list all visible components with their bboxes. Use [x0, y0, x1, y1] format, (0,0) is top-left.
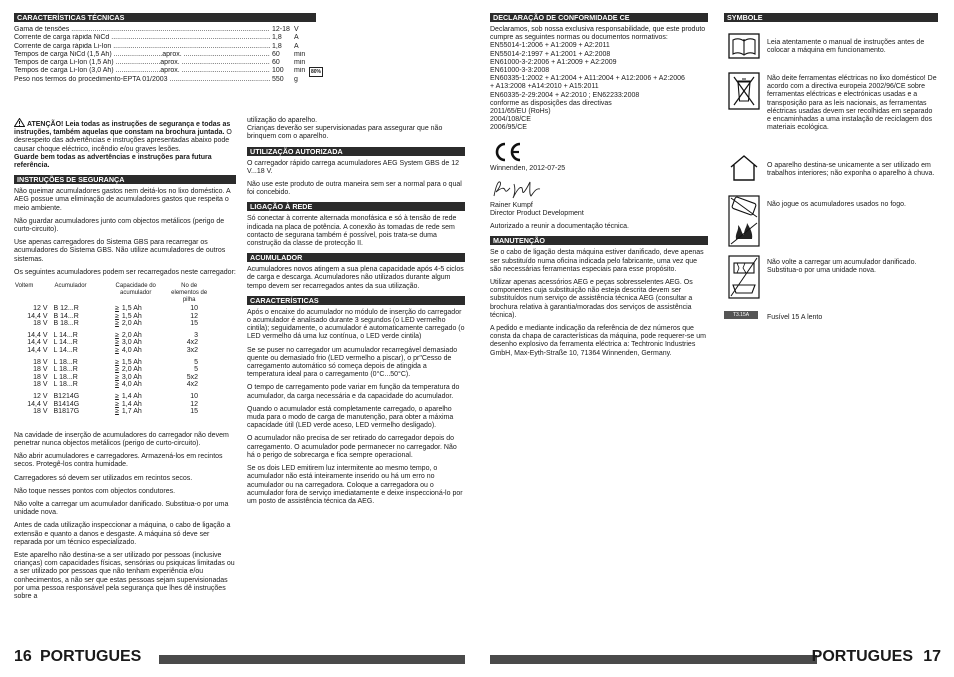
maint-header: MANUTENÇÃO — [490, 236, 708, 245]
spec-key: Tempos de carga NiCd (1,5 Ah) .........................aprox. ..... — [14, 51, 270, 59]
footer-bar-17 — [490, 655, 817, 664]
table-head-voltage: Voltem — [15, 283, 34, 290]
ge-symbol: ≥ — [115, 408, 119, 416]
symbol-text-indoor: O aparelho destina-se unicamente a ser utilizado em trabalhos interiores; não exponha o aparelho à chuva. — [767, 162, 935, 178]
decl-standard-line: EN60335-1:2002 + A1:2004 + A11:2004 + A12:2006 + A2:2006 — [490, 75, 685, 83]
table-cell-voltage: 14,4 V — [27, 339, 48, 347]
decl-standard-line: EN61000-3-3:2008 — [490, 67, 550, 75]
capacity-value: 4,0 Ah — [121, 347, 142, 355]
table-cell-battery: B1214G — [53, 392, 80, 400]
table-row — [14, 408, 212, 416]
table-row — [14, 313, 212, 321]
footer-bar-16 — [159, 655, 465, 664]
ge-symbol: ≥ — [115, 366, 119, 374]
spec-row — [14, 67, 316, 75]
decl-standard-line: EN55014-1:2006 + A1:2009 + A2:2011 — [490, 42, 610, 50]
capacity-value: 1,5 Ah — [121, 305, 142, 313]
table-cell-battery: L 18...R — [53, 381, 78, 389]
spec-unit: A — [294, 34, 299, 42]
spec-key: Tempos de carga Li-Ion (1,5 Ah) .......................aprox. ..... — [14, 59, 270, 67]
table-row — [14, 339, 212, 347]
table-cell-capacity — [105, 347, 166, 355]
lower-para-0: Na cavidade de inserção de acumuladores do carregador não devem penetrar nunca objectos metálicos (perigo de curto-circuito). — [14, 431, 229, 447]
table-cell-cells: 12 — [190, 400, 198, 408]
table-row — [14, 366, 212, 374]
decl-intro: Declaramos, sob nossa exclusiva responsabilidade, que este produto cumpre as seguintes normas ou documentos normativos: — [490, 26, 706, 42]
table-cell-capacity — [105, 401, 166, 409]
car-para-5: Se os dois LED emitirem luz intermitente ao mesmo tempo, o acumulador não está inteiramente inserido ou há um erro no acumulador ou na carregadora. Coloque a carregadora ou o acumulador fora de serviço imediatamente e deixe inspeccioná-lo por um posto de assistência técnica da AEG. — [247, 465, 463, 505]
spec-value: 1,8 — [272, 34, 282, 42]
spec-unit: min — [294, 50, 306, 58]
table-cell-cells: 4x2 — [186, 339, 198, 347]
table-cell-capacity — [105, 381, 166, 389]
spec-unit: g — [294, 75, 298, 83]
car-para-3: Quando o acumulador está completamente carregado, o aparelho muda para o modo de carga de manutenção, para obter a máxima capacidade útil (LED verde aceso, LED vermelho desligado). — [247, 405, 454, 430]
fuse-label: T3.15A — [732, 312, 750, 318]
authorization-text: Autorizado a reunir a documentação técnica. — [490, 223, 629, 231]
spec-value: 60 — [272, 50, 280, 58]
weee-bin-icon — [724, 72, 764, 110]
signer-name: Rainer Kumpf — [490, 201, 533, 209]
battery-table — [14, 282, 212, 416]
decl-standards — [490, 42, 708, 132]
table-cell-cells: 10 — [190, 392, 198, 400]
table-cell-battery: B1414G — [53, 400, 80, 408]
table-cell-voltage: 14,4 V — [27, 347, 48, 355]
table-cell-voltage: 14,4 V — [27, 312, 48, 320]
ge-symbol: ≥ — [115, 347, 119, 355]
spec-row — [14, 76, 316, 84]
no-fire-battery-icon — [724, 195, 764, 247]
table-cell-capacity — [105, 332, 166, 340]
spec-unit: A — [294, 42, 299, 50]
page-number-16: 16 — [14, 648, 32, 665]
p17-column-1 — [490, 13, 708, 363]
table-cell-voltage: 18 V — [33, 408, 48, 416]
capacity-value: 1,7 Ah — [121, 408, 142, 416]
table-cell-battery: B 14...R — [53, 312, 79, 320]
safety-para-2: Use apenas carregadores do Sistema GBS para recarregar os acumuladores do Sistema GBS. Não utilize acumuladores de outros sistemas. — [14, 239, 226, 263]
table-head-capacity: Capacidade do acumulador — [115, 283, 156, 297]
capacity-value: 1,5 Ah — [121, 312, 142, 320]
table-cell-voltage: 14,4 V — [27, 331, 48, 339]
lower-para-4: Não volte a carregar um acumulador danificado. Substitua-o por uma unidade nova. — [14, 500, 229, 517]
p16-column-1 — [14, 13, 316, 84]
table-cell-battery: B 18...R — [53, 320, 79, 328]
use-para-0: O carregador rápido carrega acumuladores AEG System GBS de 12 V...18 V. — [247, 159, 460, 175]
table-cell-voltage: 12 V — [33, 392, 48, 400]
use-header: UTILIZAÇÃO AUTORIZADA — [247, 147, 465, 156]
spec-key: Peso nos termos do procedimento-EPTA 01/2003 ..... — [14, 76, 270, 84]
safety-header: INSTRUÇÕES DE SEGURANÇA — [14, 175, 236, 184]
warning-paragraph — [14, 118, 236, 154]
signer-block — [490, 202, 708, 218]
decl-standard-line: EN55014-2:1997 + A1:2001 + A2:2008 — [490, 50, 611, 58]
capacity-value: 3,0 Ah — [121, 373, 142, 381]
spec-row — [14, 26, 316, 34]
decl-standard-line: conforme as disposições das directivas — [490, 99, 612, 107]
car-header: CARACTERÍSTICAS — [247, 296, 465, 305]
spec-row — [14, 51, 316, 59]
table-cell-cells: 15 — [190, 320, 198, 328]
table-cell-cells: 10 — [190, 305, 198, 313]
table-cell-battery: L 14...R — [53, 347, 78, 355]
spec-list — [14, 26, 316, 84]
car-para-2: O tempo de carregamento pode variar em função da temperatura do acumulador, da carga necessária e da capacidade do acumulador. — [247, 384, 460, 400]
lower-para-1: Não abrir acumuladores e carregadores. Armazená-los em recintos secos. Protegê-los contra humidade. — [14, 453, 223, 469]
table-cell-voltage: 12 V — [33, 305, 48, 313]
sym-header: SYMBOLE — [724, 13, 938, 22]
ge-symbol: ≥ — [115, 358, 119, 366]
table-cell-battery: L 18...R — [53, 358, 78, 366]
table-row — [14, 305, 212, 313]
table-cell-cells: 12 — [190, 312, 198, 320]
page-language-16: PORTUGUES — [40, 648, 142, 665]
page-language-17: PORTUGUES — [811, 648, 913, 665]
safety-para-0: Não queimar acumuladores gastos nem deitá-los no lixo doméstico. A AEG possue uma eliminação de acumuladores gastos que respeita o meio ambiente. — [14, 188, 231, 212]
symbol-text-no-fire: Não jogue os acumuladores usados no fogo. — [767, 201, 906, 208]
spec-value: 100 — [272, 67, 284, 75]
spec-value: 12-18 — [272, 26, 290, 33]
warning-normal: O desrespeito das advertências e instruções apresentadas abaixo pode causar choque eléctrico, incêndio e/ou graves lesões. — [14, 129, 232, 153]
table-row — [14, 381, 212, 389]
spec-key: Tempos de carga Li-Ion (3,0 Ah) .......................aprox. ..... — [14, 67, 270, 75]
signer-title: Director Product Development — [490, 210, 584, 218]
car-para-4: O acumulador não precisa de ser retirado do carregador depois do carregamento. O acumulador pode permanecer no carregador. Não há o perigo de sobrecarga e fica sempre operacional. — [247, 435, 457, 459]
ge-symbol: ≥ — [115, 312, 119, 320]
spec-key: Corrente de carga rápida NiCd ..... — [14, 34, 270, 42]
table-cell-battery: B1817G — [53, 408, 80, 416]
capacity-value: 1,4 Ah — [121, 392, 142, 400]
decl-standard-line: EN60335-2-29:2004 + A2:2010 ; EN62233:2008 — [490, 91, 640, 99]
table-cell-cells: 3x2 — [186, 347, 198, 355]
lower-para-3: Não toque nesses pontos com objectos condutores. — [14, 487, 176, 495]
car-para-1: Se se puser no carregador um acumulador recarregável demasiado quente ou demasiado frio (LED vermelho a piscar), o pr"Cesso de carregamento automático só começa depois de atingida a temperatura ideal para o carregamento (0°C...50°C). — [247, 346, 458, 379]
decl-standard-line: 2006/95/CE — [490, 124, 527, 132]
table-cell-voltage: 14,4 V — [27, 400, 48, 408]
spec-value: 1,8 — [272, 42, 282, 50]
table-cell-capacity — [105, 408, 166, 416]
table-cell-capacity — [105, 313, 166, 321]
safety-para-1: Não guardar acumuladores junto com objectos metálicos (perigo de curto-circuito). — [14, 217, 225, 234]
use-para-1: Não use este produto de outra maneira sem ser a normal para o qual foi concebido. — [247, 181, 462, 197]
maint-para-0: Se o cabo de ligação desta máquina estiver danificado, deve apenas ser substituído numa oficina indicada pelo fabricante, uma vez que são necessárias ferramentas especiais para esse propósito. — [490, 249, 704, 273]
safety-para-3: Os seguintes acumuladores podem ser recarregados neste carregador: — [14, 268, 236, 276]
capacity-value: 2,0 Ah — [121, 331, 142, 339]
table-head-cells: No de elementos de pilha — [171, 283, 208, 304]
no-charge-damaged-icon — [724, 255, 764, 299]
table-cell-capacity — [105, 305, 166, 313]
warning-keep: Guarde bem todas as advertências e instruções para futura referência. — [14, 153, 212, 170]
spec-unit: min — [294, 59, 306, 67]
table-cell-battery: L 18...R — [53, 366, 78, 374]
page-number-17: 17 — [923, 648, 941, 665]
car-para-0: Após o encaixe do acumulador no módulo de inserção do carregador o acumulador é analisado durante 3 segundos (o LED vermelho cintila); seguidamente, o acumulador é automaticamente carregado (o LED vermelho dá uma luz contínua, o LED verde cintila) — [247, 308, 465, 341]
table-cell-capacity — [105, 393, 166, 401]
ge-symbol: ≥ — [115, 331, 119, 339]
maint-para-2: A pedido e mediante indicação da referência de dez números que consta da chapa de características da máquina, pode requerer-se um desenho explosivo da ferramenta eléctrica a: Techtronic Industries GmbH, Max-Eyth-Straße 10, 71364 Winnenden, Germany. — [490, 325, 706, 357]
ge-symbol: ≥ — [115, 305, 119, 313]
symbol-text-fuse: Fusível 15 A lento — [767, 314, 823, 321]
signature-image — [492, 178, 552, 200]
warning-triangle-icon — [14, 118, 25, 127]
ge-symbol: ≥ — [115, 381, 119, 389]
decl-standard-line: EN61000-3-2:2006 + A1:2009 + A2:2009 — [490, 58, 617, 66]
table-cell-capacity — [105, 359, 166, 367]
spec-header: CARACTERÍSTICAS TÉCNICAS — [14, 13, 316, 22]
spec-value: 550 — [272, 75, 284, 83]
capacity-value: 1,5 Ah — [121, 358, 142, 366]
table-cell-capacity — [105, 366, 166, 374]
footer-page-17 — [490, 650, 941, 664]
spec-key: Corrente de carga rápida Li-Ion ..... — [14, 43, 270, 51]
lower-para-6: Este aparelho não destina-se a ser utilizado por pessoas (inclusive crianças) com capacidades físicas, sensórias ou psiquicas limitadas ou a ser utilizado por pessoas que não tenham experiência e/ou conhecimentos, a não ser que estas pessoas sejam supervisionadas por uma pessoa responsável pela segurança que lhes dê instruções sobre a — [14, 552, 235, 601]
symbol-text-no-charge: Não volte a carregar um acumulador danificado. Substitua-o por uma unidade nova. — [767, 259, 917, 275]
table-cell-battery: L 14...R — [53, 331, 78, 339]
table-cell-battery: L 14...R — [53, 339, 78, 347]
table-cell-voltage: 18 V — [33, 381, 48, 389]
table-cell-capacity — [105, 339, 166, 347]
table-row — [14, 359, 212, 367]
table-cell-cells: 5 — [194, 366, 198, 374]
table-cell-voltage: 18 V — [33, 366, 48, 374]
ge-symbol: ≥ — [115, 392, 119, 400]
p16-column-2 — [247, 117, 465, 511]
table-cell-cells: 3 — [194, 331, 198, 339]
decl-standard-line: 2004/108/CE — [490, 116, 531, 124]
table-cell-cells: 5x2 — [186, 373, 198, 381]
warning-bold: ATENÇÃO! Leia todas as instruções de segurança e todas as instruções, também aquelas que constam na brochura juntada. — [14, 121, 231, 137]
spec-row — [14, 34, 316, 42]
indoor-house-icon — [724, 154, 764, 182]
net-header: LIGAÇÃO À REDE — [247, 202, 465, 211]
symbol-text-weee: Não deite ferramentas eléctricas no lixo doméstico! De acordo com a directiva europeia 2002/96/CE sobre ferramentas eléctricas e electrónicas usadas e a transposição para as leis nacionais, as ferramentas eléctricas usadas devem ser recolhidas em separado e encaminhadas a uma instalação de reciclagem dos materiais ecológica. — [767, 75, 937, 132]
acc-header: ACUMULADOR — [247, 253, 465, 262]
table-row — [14, 393, 212, 401]
capacity-value: 4,0 Ah — [121, 381, 142, 389]
decl-header: DECLARAÇÃO DE CONFORMIDADE CE — [490, 13, 708, 22]
capacity-value: 3,0 Ah — [121, 339, 142, 347]
capacity-value: 2,0 Ah — [121, 366, 142, 374]
table-row — [14, 401, 212, 409]
battery-80-badge: 80% — [311, 69, 322, 75]
ge-symbol: ≥ — [115, 400, 119, 408]
acc-para: Acumuladores novos atingem a sua plena capacidade após 4-5 ciclos de carga e descarga. Acumuladores não utilizados durante algum tempo devem ser recarregados antes da sua utilização. — [247, 266, 464, 290]
lower-para-5: Antes de cada utilização inspeccionar a máquina, o cabo de ligação a extensão e quanto a danos e desgaste. A máquina só deve ser reparada por um técnico especializado. — [14, 522, 231, 546]
table-cell-voltage: 18 V — [33, 373, 48, 381]
ge-symbol: ≥ — [115, 339, 119, 347]
table-row — [14, 374, 212, 382]
symbol-text-manual: Leia atentamente o manual de instruções antes de colocar a máquina em funcionamento. — [767, 39, 925, 55]
spec-unit: V — [294, 26, 299, 33]
spec-unit: min — [294, 67, 306, 75]
decl-standard-line: + A13:2008 +A14:2010 + A15:2011 — [490, 83, 599, 91]
spec-row — [14, 59, 316, 67]
fuse-icon — [724, 311, 758, 319]
table-row — [14, 332, 212, 340]
table-cell-voltage: 18 V — [33, 358, 48, 366]
lower-para-2: Carregadores só devem ser utilizados em recintos secos. — [14, 474, 193, 482]
battery-table-body — [14, 305, 212, 416]
table-cell-battery: B 12...R — [53, 305, 79, 313]
decl-standard-line: 2011/65/EU (RoHs) — [490, 108, 551, 116]
ge-symbol: ≥ — [115, 320, 119, 328]
net-para: Só conectar à corrente alternada monofásica e só à tensão de rede indicada na placa de potência. A conexão às tomadas de rede sem contacto de segurana também é possível, pois trata-se duma construção da classe de protecção II. — [247, 215, 457, 248]
table-cell-capacity — [105, 374, 166, 382]
table-row — [14, 320, 212, 328]
table-cell-voltage: 18 V — [33, 320, 48, 328]
table-cell-cells: 5 — [194, 358, 198, 366]
p16-column-1-lower — [14, 118, 236, 606]
col2-continuation: utilização do aparelho. Crianças deverão ser supervisionadas para assegurar que não brinquem com o aparelho. — [247, 117, 443, 141]
table-cell-cells: 4x2 — [186, 381, 198, 389]
ce-mark-icon — [492, 141, 522, 163]
footer-page-16 — [14, 650, 465, 664]
table-cell-capacity — [105, 320, 166, 328]
table-cell-battery: L 18...R — [53, 373, 78, 381]
maint-para-1: Utilizar apenas acessórios AEG e peças sobresselentes AEG. Os componentes cuja substituição não esteja descrita devem ser substituídos num serviço de assistência técnica AEG (consultar a brochura relativa à garantia/moradas dos serviços de assistência técnica). — [490, 279, 693, 319]
p17-column-2 — [724, 13, 938, 26]
manual-book-icon — [724, 33, 764, 59]
table-row — [14, 347, 212, 355]
spec-key: Gama de tensões ..... — [14, 26, 270, 34]
capacity-value: 1,4 Ah — [121, 400, 142, 408]
spec-row — [14, 43, 316, 51]
place-date: Winnenden, 2012-07-25 — [490, 164, 566, 172]
capacity-value: 2,0 Ah — [121, 320, 142, 328]
table-head-battery: Acumulador — [54, 283, 87, 290]
table-cell-cells: 15 — [190, 408, 198, 416]
spec-value: 60 — [272, 59, 280, 67]
ge-symbol: ≥ — [115, 373, 119, 381]
